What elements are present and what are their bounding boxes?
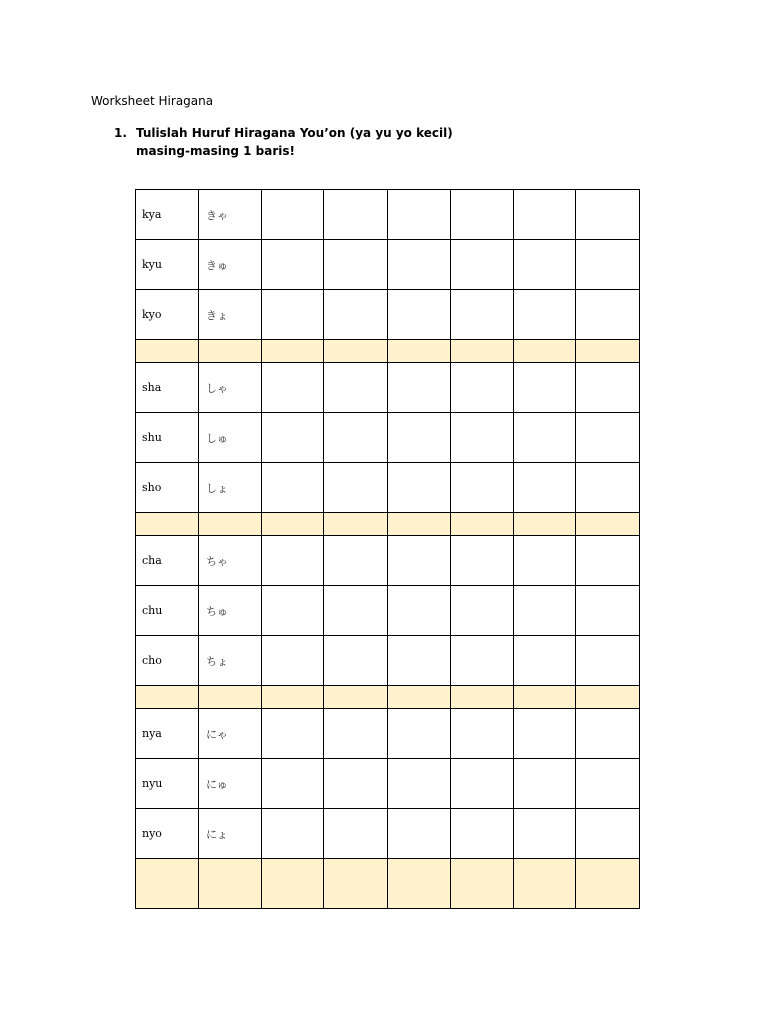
practice-cell: [514, 413, 576, 463]
practice-cell: [324, 290, 388, 340]
kana-cell: きゅ: [199, 240, 262, 290]
practice-cell: [576, 759, 640, 809]
table-row: [136, 709, 640, 759]
practice-cell: [262, 363, 324, 413]
separator-row: [136, 513, 640, 536]
separator-cell: [514, 513, 576, 536]
separator-cell: [199, 513, 262, 536]
practice-cell: [388, 290, 451, 340]
instruction-number: 1.: [114, 126, 127, 140]
practice-cell: [514, 709, 576, 759]
practice-cell: [451, 240, 514, 290]
practice-cell: [324, 463, 388, 513]
practice-cell: [324, 759, 388, 809]
romaji-cell: nyu: [136, 759, 199, 809]
practice-table: [135, 189, 640, 909]
kana-cell: きゃ: [199, 190, 262, 240]
practice-cell: [262, 413, 324, 463]
romaji-cell: sho: [136, 463, 199, 513]
separator-cell: [324, 859, 388, 909]
practice-cell: [451, 709, 514, 759]
practice-cell: [576, 636, 640, 686]
instruction-line-2: masing-masing 1 baris!: [136, 144, 295, 158]
practice-cell: [388, 190, 451, 240]
separator-cell: [199, 686, 262, 709]
separator-cell: [324, 686, 388, 709]
kana-cell: にゅ: [199, 759, 262, 809]
practice-cell: [324, 190, 388, 240]
practice-cell: [576, 190, 640, 240]
separator-cell: [514, 859, 576, 909]
table-row: [136, 536, 640, 586]
separator-cell: [576, 340, 640, 363]
table-row: [136, 290, 640, 340]
table-row: [136, 240, 640, 290]
practice-cell: [451, 759, 514, 809]
practice-cell: [262, 290, 324, 340]
kana-cell: ちょ: [199, 636, 262, 686]
practice-cell: [576, 413, 640, 463]
instruction-line-1: Tulislah Huruf Hiragana You’on (ya yu yo kecil): [136, 126, 453, 140]
practice-cell: [324, 809, 388, 859]
kana-cell: にゃ: [199, 709, 262, 759]
practice-cell: [514, 290, 576, 340]
practice-cell: [262, 809, 324, 859]
separator-cell: [324, 513, 388, 536]
practice-cell: [576, 290, 640, 340]
practice-cell: [262, 463, 324, 513]
practice-cell: [262, 536, 324, 586]
practice-cell: [576, 809, 640, 859]
kana-cell: ちゃ: [199, 536, 262, 586]
separator-cell: [388, 513, 451, 536]
practice-cell: [514, 759, 576, 809]
kana-cell: しゅ: [199, 413, 262, 463]
practice-cell: [514, 536, 576, 586]
practice-cell: [451, 363, 514, 413]
separator-cell: [576, 513, 640, 536]
romaji-cell: cha: [136, 536, 199, 586]
separator-cell: [451, 686, 514, 709]
romaji-cell: nya: [136, 709, 199, 759]
practice-cell: [324, 636, 388, 686]
practice-cell: [576, 363, 640, 413]
practice-cell: [324, 536, 388, 586]
kana-cell: ちゅ: [199, 586, 262, 636]
practice-cell: [388, 759, 451, 809]
practice-cell: [324, 709, 388, 759]
practice-cell: [262, 759, 324, 809]
table-row: [136, 363, 640, 413]
practice-cell: [514, 240, 576, 290]
practice-cell: [324, 586, 388, 636]
instruction-text: [136, 124, 453, 160]
table-row: [136, 463, 640, 513]
practice-cell: [324, 240, 388, 290]
table-row: [136, 586, 640, 636]
table-row: [136, 413, 640, 463]
kana-cell: しょ: [199, 463, 262, 513]
practice-cell: [576, 240, 640, 290]
romaji-cell: kya: [136, 190, 199, 240]
romaji-cell: kyo: [136, 290, 199, 340]
separator-cell: [199, 340, 262, 363]
separator-cell: [388, 340, 451, 363]
practice-cell: [451, 413, 514, 463]
separator-cell: [262, 859, 324, 909]
separator-cell: [514, 686, 576, 709]
practice-cell: [576, 709, 640, 759]
practice-cell: [514, 190, 576, 240]
practice-cell: [514, 363, 576, 413]
practice-cell: [388, 240, 451, 290]
practice-cell: [514, 463, 576, 513]
practice-cell: [324, 413, 388, 463]
separator-cell: [136, 340, 199, 363]
practice-cell: [388, 636, 451, 686]
practice-cell: [262, 190, 324, 240]
practice-cell: [451, 536, 514, 586]
table-row: [136, 759, 640, 809]
practice-cell: [388, 413, 451, 463]
kana-cell: にょ: [199, 809, 262, 859]
separator-cell: [388, 686, 451, 709]
practice-cell: [262, 636, 324, 686]
practice-cell: [514, 586, 576, 636]
practice-cell: [451, 809, 514, 859]
kana-cell: きょ: [199, 290, 262, 340]
practice-cell: [451, 463, 514, 513]
table-row: [136, 809, 640, 859]
practice-cell: [451, 636, 514, 686]
separator-row: [136, 859, 640, 909]
separator-cell: [514, 340, 576, 363]
practice-cell: [388, 363, 451, 413]
separator-cell: [451, 859, 514, 909]
practice-cell: [388, 809, 451, 859]
separator-cell: [262, 686, 324, 709]
romaji-cell: sha: [136, 363, 199, 413]
separator-cell: [576, 686, 640, 709]
practice-cell: [576, 536, 640, 586]
separator-cell: [136, 513, 199, 536]
practice-cell: [514, 636, 576, 686]
practice-cell: [576, 586, 640, 636]
separator-cell: [136, 686, 199, 709]
kana-cell: しゃ: [199, 363, 262, 413]
practice-cell: [514, 809, 576, 859]
practice-cell: [576, 463, 640, 513]
romaji-cell: shu: [136, 413, 199, 463]
practice-cell: [388, 709, 451, 759]
table-row: [136, 190, 640, 240]
practice-cell: [388, 536, 451, 586]
practice-cell: [324, 363, 388, 413]
separator-cell: [451, 513, 514, 536]
separator-cell: [576, 859, 640, 909]
practice-cell: [262, 586, 324, 636]
romaji-cell: kyu: [136, 240, 199, 290]
separator-row: [136, 686, 640, 709]
practice-cell: [388, 586, 451, 636]
separator-cell: [136, 859, 199, 909]
separator-cell: [388, 859, 451, 909]
practice-cell: [388, 463, 451, 513]
separator-row: [136, 340, 640, 363]
romaji-cell: chu: [136, 586, 199, 636]
separator-cell: [451, 340, 514, 363]
separator-cell: [262, 340, 324, 363]
separator-cell: [324, 340, 388, 363]
table-row: [136, 636, 640, 686]
practice-cell: [451, 586, 514, 636]
romaji-cell: cho: [136, 636, 199, 686]
practice-cell: [451, 290, 514, 340]
practice-cell: [262, 240, 324, 290]
romaji-cell: nyo: [136, 809, 199, 859]
practice-cell: [451, 190, 514, 240]
separator-cell: [199, 859, 262, 909]
worksheet-title: Worksheet Hiragana: [91, 94, 214, 108]
practice-cell: [262, 709, 324, 759]
separator-cell: [262, 513, 324, 536]
